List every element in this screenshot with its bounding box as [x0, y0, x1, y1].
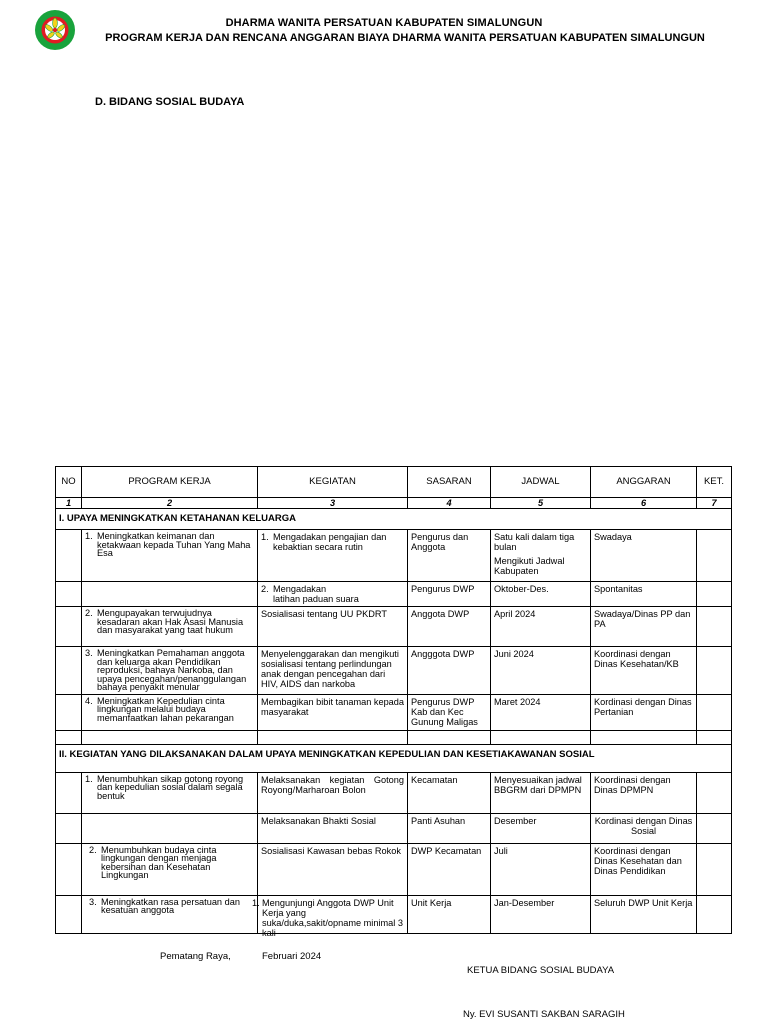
sasaran-cell: Pengurus DWP [408, 582, 491, 607]
col-no: NO [56, 467, 82, 498]
jadwal-text: Mengikuti Jadwal Kabupaten [494, 556, 565, 576]
table-row [56, 813, 732, 843]
anggaran-cell: Koordinasi dengan Dinas Kesehatan dan Dinas Pendidikan [591, 843, 697, 895]
jadwal-cell: Juni 2024 [491, 647, 591, 695]
kegiatan-text: Mengadakan [273, 584, 327, 594]
item-number: 1. [85, 531, 93, 541]
item-number: 4. [85, 695, 93, 706]
program-text: Mengupayakan terwujudnya kesadaran akan Hak Asasi Manusia dan masyarakat yang taat hukum [97, 608, 244, 635]
anggaran-cell: Kordinasi dengan Dinas Pertanian [591, 694, 697, 730]
col-number: 5 [491, 498, 591, 509]
section-heading: I. UPAYA MENINGKATKAN KETAHANAN KELUARGA [56, 509, 732, 530]
program-text: Meningkatkan Kepedulian cinta lingkungan melalui budaya memanfaatkan lahan pekarangan [97, 695, 234, 723]
table-row [56, 895, 732, 933]
signature-name: Ny. EVI SUSANTI SAKBAN SARAGIH [463, 1009, 625, 1020]
col-anggaran: ANGGARAN [591, 467, 697, 498]
col-number: 3 [258, 498, 408, 509]
anggaran-cell: Kordinasi dengan Dinas Sosial [591, 813, 697, 843]
item-number: 2. [85, 608, 93, 618]
sasaran-cell: Pengurus dan Anggota [408, 530, 491, 582]
table-row [56, 843, 732, 895]
header-title: DHARMA WANITA PERSATUAN KABUPATEN SIMALUNGUN [225, 17, 543, 29]
col-jadwal: JADWAL [491, 467, 591, 498]
program-text: Menumbuhkan sikap gotong royong dan kepedulian sosial dalam segala bentuk [97, 773, 244, 801]
col-number: 6 [591, 498, 697, 509]
item-number: 1. [252, 897, 260, 908]
table-row [56, 530, 732, 582]
anggaran-cell: Seluruh DWP Unit Kerja [591, 895, 697, 933]
kegiatan-cell: Sosialisasi Kawasan bebas Rokok [258, 843, 408, 895]
jadwal-cell: Oktober-Des. [491, 582, 591, 607]
sasaran-cell: DWP Kecamatan [408, 843, 491, 895]
table-row [56, 647, 732, 695]
kegiatan-cell: Menyelenggarakan dan mengikuti sosialisasi tentang perlindungan anak dengan pencegahan dari HIV, AIDS dan narkoba [258, 647, 408, 695]
item-number: 3. [89, 896, 97, 907]
jadwal-cell: April 2024 [491, 607, 591, 647]
table-row [56, 772, 732, 813]
jadwal-cell: Maret 2024 [491, 694, 591, 730]
sasaran-cell: Anggota DWP [408, 607, 491, 647]
kegiatan-cell: Sosialisasi tentang UU PKDRT [258, 607, 408, 647]
item-number: 1. [85, 773, 93, 784]
item-number: 2. [261, 584, 269, 594]
kegiatan-text: latihan paduan suara [273, 594, 359, 604]
kegiatan-cell: Melaksanakan kegiatan Gotong Royong/Marharoan Bolon [258, 772, 408, 813]
col-number: 2 [82, 498, 258, 509]
col-number: 1 [56, 498, 82, 509]
program-table [55, 466, 732, 938]
table-row [56, 607, 732, 647]
section-title: D. BIDANG SOSIAL BUDAYA [95, 96, 245, 108]
kegiatan-cell: Membagikan bibit tanaman kepada masyarakat [258, 694, 408, 730]
header-subtitle: PROGRAM KERJA DAN RENCANA ANGGARAN BIAYA DHARMA WANITA PERSATUAN KABUPATEN SIMALUNGUN [105, 32, 705, 44]
program-text: Meningkatkan Pemahaman anggota dan keluarga akan Pendidikan reproduksi, bahaya Narkoba, dan upaya pencegahan/penanggulangan bahaya penyakit menular [97, 648, 247, 692]
section-row [56, 509, 732, 530]
signature-place: Pematang Raya, [160, 951, 231, 962]
item-number: 2. [89, 844, 97, 855]
program-text: Meningkatkan rasa persatuan dan kesatuan anggota [101, 896, 240, 915]
jadwal-cell: Juli [491, 843, 591, 895]
header-row [56, 467, 732, 498]
dharma-wanita-logo [34, 9, 76, 51]
kegiatan-text: Mengunjungi Anggota DWP Unit Kerja yang suka/duka,sakit/opname minimal 3 kali [262, 897, 403, 938]
sasaran-cell: Unit Kerja [408, 895, 491, 933]
table-row [56, 582, 732, 607]
sasaran-cell: Kecamatan [408, 772, 491, 813]
signature-date: Februari 2024 [262, 951, 322, 962]
col-kegiatan: KEGIATAN [258, 467, 408, 498]
signature-role: KETUA BIDANG SOSIAL BUDAYA [467, 965, 615, 976]
sasaran-cell: Pengurus DWP Kab dan Kec Gunung Maligas [408, 694, 491, 730]
kegiatan-cell: Melaksanakan Bhakti Sosial [258, 813, 408, 843]
anggaran-cell: Swadaya/Dinas PP dan PA [591, 607, 697, 647]
program-text: Meningkatkan keimanan dan ketakwaan kepada Tuhan Yang Maha Esa [97, 531, 251, 558]
col-ket: KET. [697, 467, 732, 498]
item-number: 3. [85, 648, 93, 658]
col-program-kerja: PROGRAM KERJA [82, 467, 258, 498]
table-row-empty [56, 730, 732, 744]
section-row [56, 744, 732, 772]
jadwal-cell: Desember [491, 813, 591, 843]
anggaran-cell: Spontanitas [591, 582, 697, 607]
sasaran-cell: Panti Asuhan [408, 813, 491, 843]
jadwal-cell: Menyesuaikan jadwal BBGRM dari DPMPN [491, 772, 591, 813]
section-heading: II. KEGIATAN YANG DILAKSANAKAN DALAM UPAYA MENINGKATKAN KEPEDULIAN DAN KESETIAKAWANAN SOSIAL [56, 744, 732, 772]
item-number: 1. [261, 532, 269, 542]
col-sasaran: SASARAN [408, 467, 491, 498]
col-number: 7 [697, 498, 732, 509]
column-number-row [56, 498, 732, 509]
jadwal-text: Satu kali dalam tiga bulan [494, 532, 575, 552]
program-text: Menumbuhkan budaya cinta lingkungan dengan menjaga kebersihan dan Kesehatan Lingkungan [101, 844, 217, 880]
sasaran-cell: Angggota DWP [408, 647, 491, 695]
anggaran-cell: Koordinasi dengan Dinas Kesehatan/KB [591, 647, 697, 695]
col-number: 4 [408, 498, 491, 509]
anggaran-cell: Koordinasi dengan Dinas DPMPN [591, 772, 697, 813]
anggaran-cell: Swadaya [591, 530, 697, 582]
jadwal-cell: Jan-Desember [491, 895, 591, 933]
kegiatan-text: Mengadakan pengajian dan kebaktian secara rutin [273, 532, 387, 552]
table-row [56, 694, 732, 730]
